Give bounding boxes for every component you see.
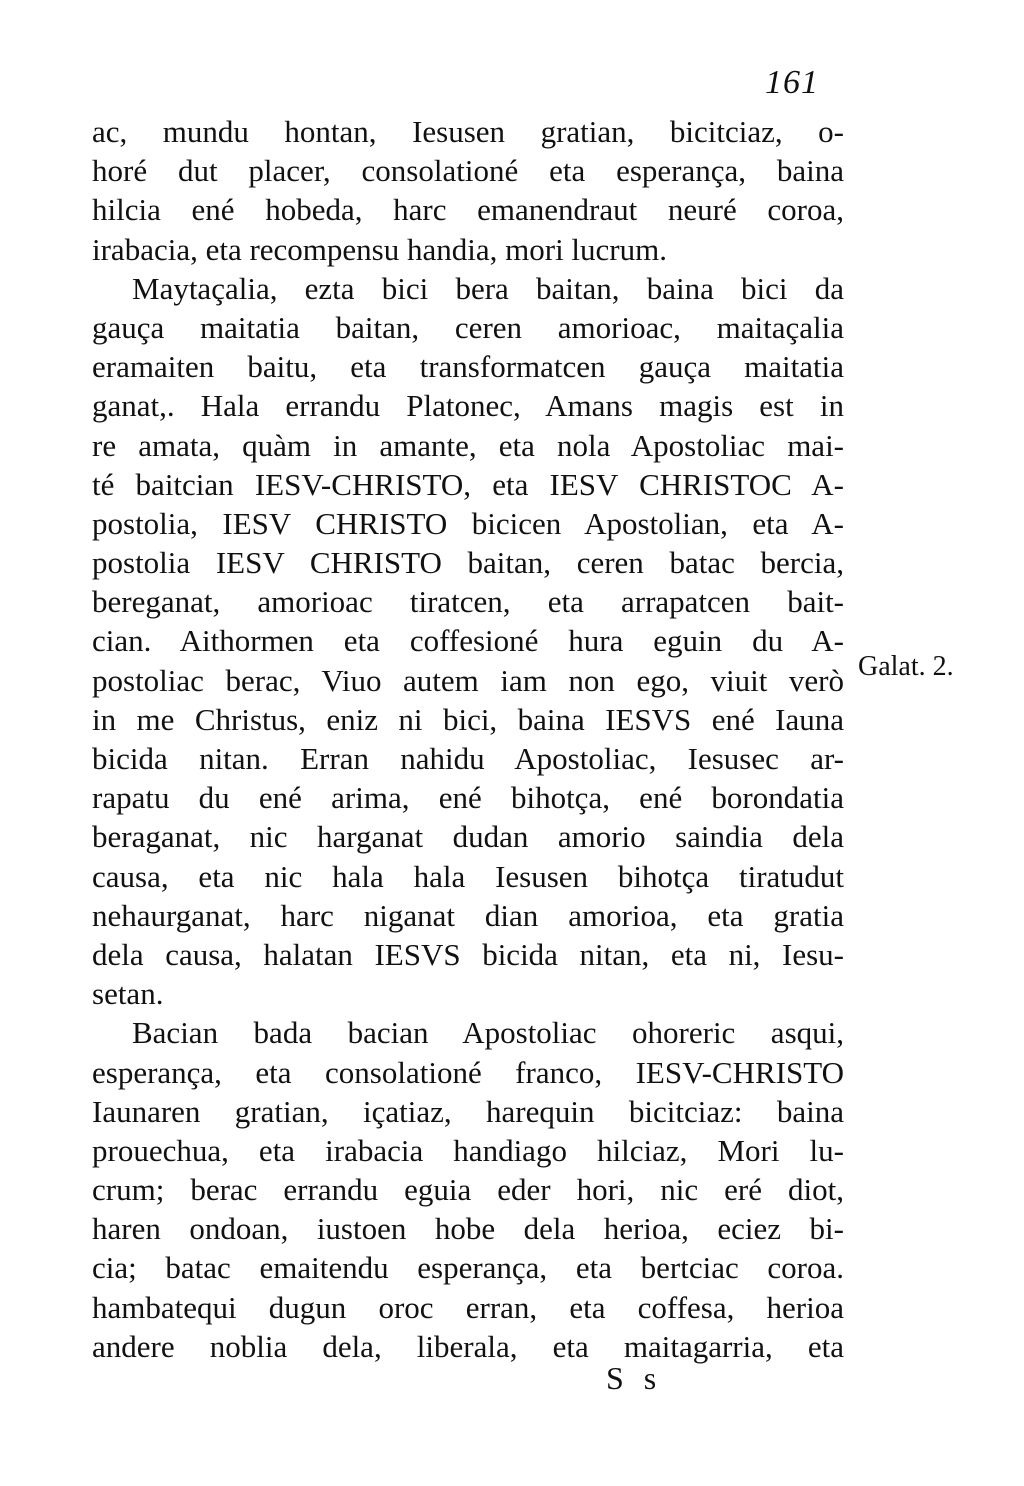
text-line: cia; batac emaitendu esperança, eta bertciac coroa. xyxy=(92,1250,844,1286)
text-line: horé dut placer, consolationé eta esperança, baina xyxy=(92,153,844,189)
text-line: dela causa, halatan IESVS bicida nitan, eta ni, Iesu- xyxy=(92,936,844,972)
text-line: prouechua, eta irabacia handiago hilciaz, Mori lu- xyxy=(92,1132,844,1168)
text-line: in me Christus, eniz ni bici, baina IESVS ené Iauna xyxy=(92,701,844,737)
text-line: irabacia, eta recompensu handia, mori lucrum. xyxy=(92,231,667,267)
text-line: ganat,. Hala errandu Platonec, Amans magis est in xyxy=(92,388,844,424)
text-line: té baitcian IESV-CHRISTO, eta IESV CHRISTOC A- xyxy=(92,466,844,502)
text-line: postolia, IESV CHRISTO bicicen Apostolian, eta A- xyxy=(92,505,844,541)
text-line: Bacian bada bacian Apostoliac ohoreric asqui, xyxy=(132,1015,844,1051)
text-line: bereganat, amorioac tiratcen, eta arrapatcen bait- xyxy=(92,584,844,620)
marginal-note: Galat. 2. xyxy=(858,651,954,682)
text-line: bicida nitan. Erran nahidu Apostoliac, Iesusec ar- xyxy=(92,741,844,776)
text-line: postolia IESV CHRISTO baitan, ceren batac bercia, xyxy=(92,545,844,581)
text-line: beraganat, nic harganat dudan amorio saindia dela xyxy=(92,819,844,855)
text-line: causa, eta nic hala hala Iesusen bihotça tiratudut xyxy=(92,858,844,894)
body-text xyxy=(92,112,844,1366)
text-line: hambatequi dugun oroc erran, eta coffesa, herioa xyxy=(92,1289,844,1325)
text-line: gauça maitatia baitan, ceren amorioac, maitaçalia xyxy=(92,309,844,345)
text-line: postoliac berac, Viuo autem iam non ego, viuit verò xyxy=(92,662,844,698)
text-line: nehaurganat, harc niganat dian amorioa, eta gratia xyxy=(92,897,844,933)
text-line: Iaunaren gratian, içatiaz, harequin bicitciaz: baina xyxy=(92,1093,844,1129)
text-line: ac, mundu hontan, Iesusen gratian, bicitciaz, o- xyxy=(92,114,844,149)
text-line: setan. xyxy=(92,976,164,1012)
text-line: andere noblia dela, liberala, eta maitagarria, eta xyxy=(92,1328,844,1364)
text-line: cian. Aithormen eta coffesioné hura eguin du A- xyxy=(92,623,844,659)
text-line: eramaiten baitu, eta transformatcen gauça maitatia xyxy=(92,349,844,385)
text-line: Maytaçalia, ezta bici bera baitan, baina bici da xyxy=(132,270,844,306)
text-line: esperança, eta consolationé franco, IESV-CHRISTO xyxy=(92,1054,844,1090)
text-line: hilcia ené hobeda, harc emanendraut neuré coroa, xyxy=(92,192,844,228)
signature-mark: S s xyxy=(606,1360,663,1396)
text-line: rapatu du ené arima, ené bihotça, ené borondatia xyxy=(92,780,844,816)
text-line: haren ondoan, iustoen hobe dela herioa, eciez bi- xyxy=(92,1211,844,1247)
text-line: re amata, quàm in amante, eta nola Apostoliac mai- xyxy=(92,427,844,463)
page-number: 161 xyxy=(765,64,819,101)
text-line: crum; berac errandu eguia eder hori, nic eré diot, xyxy=(92,1172,844,1208)
